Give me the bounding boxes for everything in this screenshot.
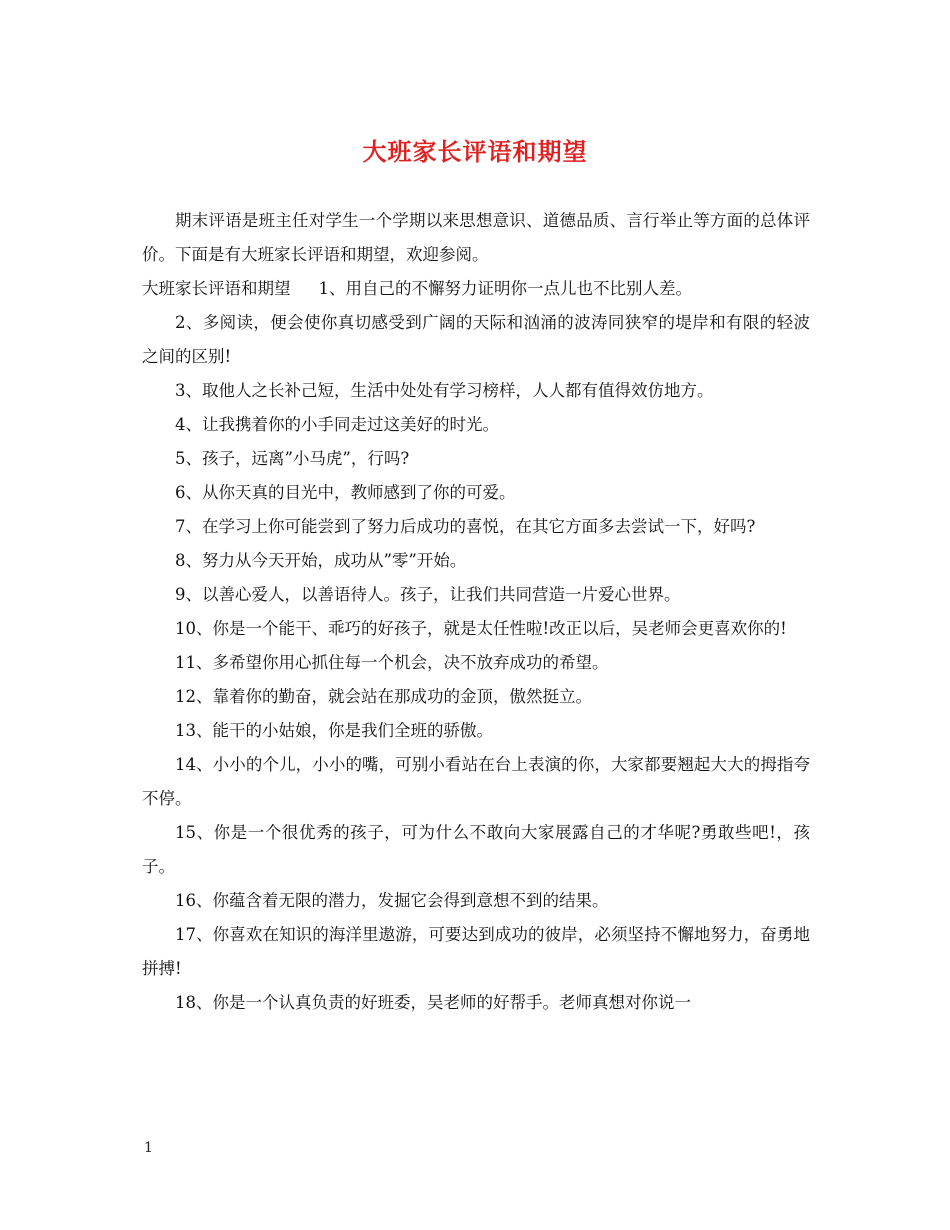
list-item: 16、你蕴含着无限的潜力，发掘它会得到意想不到的结果。 [175,891,609,910]
list-item: 13、能干的小姑娘，你是我们全班的骄傲。 [175,721,493,740]
list-item: 12、靠着你的勤奋，就会站在那成功的金顶，傲然挺立。 [175,687,592,706]
list-item: 3、取他人之长补己短，生活中处处有学习榜样，人人都有值得效仿地方。 [175,381,714,400]
list-item: 14、小小的个儿，小小的嘴，可别小看站在台上表演的你，大家都要翘起大大的拇指夸不停。 [142,755,810,808]
list-item: 6、从你天真的目光中，教师感到了你的可爱。 [175,483,516,502]
list-item: 10、你是一个能干、乖巧的好孩子，就是太任性啦!改正以后，吴老师会更喜欢你的! [175,619,787,638]
subheading: 大班家长评语和期望 [142,279,291,298]
list-item: 11、多希望你用心抓住每一个机会，决不放弃成功的希望。 [175,653,609,672]
list-item: 4、让我携着你的小手同走过这美好的时光。 [175,415,499,434]
list-item: 18、你是一个认真负责的好班委，吴老师的好帮手。老师真想对你说一 [175,993,691,1012]
list-item: 15、你是一个很优秀的孩子，可为什么不敢向大家展露自己的才华呢?勇敢些吧!，孩子。 [142,823,810,876]
subheading-line [142,272,810,306]
list-item: 1、用自己的不懈努力证明你一点儿也不比别人差。 [318,279,692,298]
list-item: 7、在学习上你可能尝到了努力后成功的喜悦，在其它方面多去尝试一下，好吗? [175,517,756,536]
document-title: 大班家长评语和期望 [362,137,588,166]
page-number: 1 [144,1140,153,1156]
list-item: 2、多阅读，便会使你真切感受到广阔的天际和汹涌的波涛同狭窄的堤岸和有限的轻波之间的区别! [142,313,810,366]
list-item: 9、以善心爱人，以善语待人。孩子，让我们共同营造一片爱心世界。 [175,585,681,604]
list-item: 17、你喜欢在知识的海洋里遨游，可要达到成功的彼岸，必须坚持不懈地努力，奋勇地拼搏! [142,925,810,978]
document-body [142,204,810,1020]
list-item: 8、努力从今天开始，成功从”零”开始。 [175,551,467,570]
list-item: 5、孩子，远离”小马虎”，行吗? [175,449,410,468]
intro-paragraph: 期末评语是班主任对学生一个学期以来思想意识、道德品质、言行举止等方面的总体评价。下面是有大班家长评语和期望，欢迎参阅。 [142,211,810,264]
